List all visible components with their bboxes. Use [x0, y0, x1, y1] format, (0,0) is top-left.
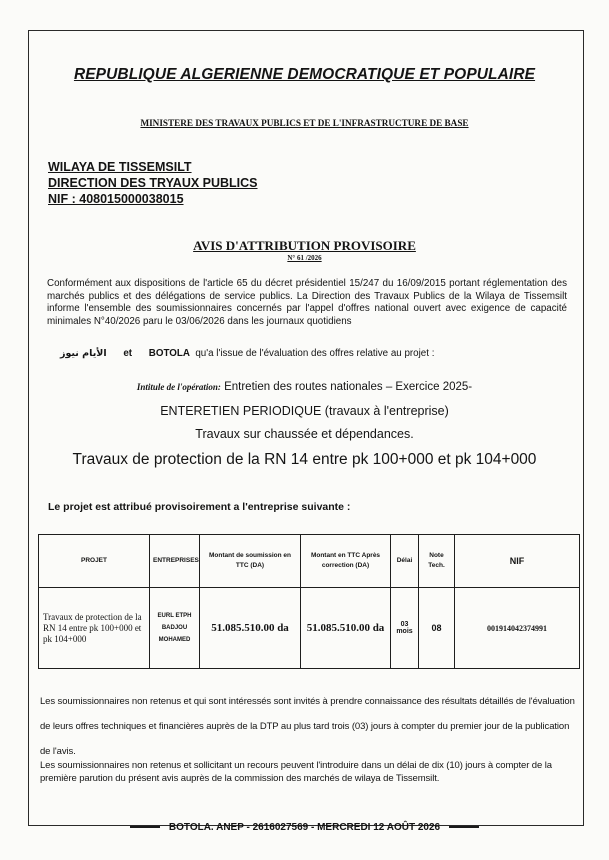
operation-subtitle: ENTERETIEN PERIODIQUE (travaux à l'entreprise) — [160, 404, 449, 418]
operation-scope: Travaux sur chaussée et dépendances. — [195, 427, 414, 441]
evaluation-text: qu'a l'issue de l'évaluation des offres relative au projet : — [195, 348, 435, 359]
operation-label: Intitule de l'opération: — [136, 382, 221, 392]
notice-title: AVIS D'ATTRIBUTION PROVISOIRE — [193, 238, 416, 253]
wilaya-line: WILAYA DE TISSEMSILT — [48, 160, 192, 174]
notice-paragraph: Conformément aux dispositions de l'article 65 du décret présidentiel 15/247 du 16/09/2015 portant réglementation des marchés publics et des délégations de service publics. La Direction des Travaux Publics de la Wilaya de Tissemsilt informe l'ensemble des soumissionnaires concernés par l'appel d'offres national ouvert avec exigence de capacité minimales N°40/2026 paru le 03/06/2026 dans les journaux quotidiens — [47, 278, 567, 327]
cell-nif: 001914042374991 — [455, 588, 580, 669]
cell-entreprise: EURL ETPH BADJOU MOHAMED — [150, 588, 200, 669]
republic-heading: REPUBLIQUE ALGERIENNE DEMOCRATIQUE ET POPULAIRE — [73, 66, 536, 83]
header-montant-soumission: Montant de soumission en TTC (DA) — [200, 535, 301, 588]
header-entreprises: ENTREPRISES — [150, 535, 200, 588]
conjunction: et — [123, 348, 133, 359]
operation-project: Travaux de protection de la RN 14 entre pk 100+000 et pk 104+000 — [72, 451, 537, 468]
cell-delai: 03 mois — [391, 588, 419, 669]
header-nif: NIF — [455, 535, 580, 588]
attribution-line: Le projet est attribué provisoirement a l'entreprise suivante : — [48, 501, 351, 513]
results-table — [38, 534, 580, 669]
newspapers-line — [60, 348, 434, 359]
publication-footer — [0, 822, 609, 833]
newspaper-arabic: الأيام نيوز — [60, 348, 107, 359]
header-delai: Délai — [391, 535, 419, 588]
table-header-row — [39, 535, 580, 588]
header-montant-correction: Montant en TTC Après correction (DA) — [301, 535, 391, 588]
footer-text: BOTOLA. ANEP - 2616027569 - MERCREDI 12 AOÛT 2026 — [168, 822, 441, 833]
header-note: Note Tech. — [419, 535, 455, 588]
cell-montant-correction: 51.085.510.00 da — [301, 588, 391, 669]
newspaper-botola: BOTOLA — [148, 348, 190, 359]
note-results: Les soumissionnaires non retenus et qui sont intéressés sont invités à prendre connaissance des résultats détaillés de l'évaluation de leurs offres techniques et financières auprès de la DTP au plus tard trois (03) jours à compter du premier jour de la publication de l'avis. — [40, 696, 575, 757]
operation-line — [0, 381, 609, 393]
cell-projet: Travaux de protection de la RN 14 entre pk 100+000 et pk 104+000 — [39, 588, 150, 669]
cell-montant-soumission: 51.085.510.00 da — [200, 588, 301, 669]
table-row — [39, 588, 580, 669]
operation-title: Entretien des routes nationales – Exercice 2025- — [224, 381, 473, 393]
note-appeal: Les soumissionnaires non retenus et sollicitant un recours peuvent l'introduire dans un délai de dix (10) jours à compter de la première parution du présent avis auprès de la commission des marchés de wilaya de Tissemsilt. — [40, 760, 552, 784]
nif-line: NIF : 408015000038015 — [48, 192, 184, 206]
footer-dash-right — [449, 826, 479, 828]
ministry-heading: MINISTERE DES TRAVAUX PUBLICS ET DE L'INFRASTRUCTURE DE BASE — [140, 118, 469, 128]
direction-line: DIRECTION DES TRYAUX PUBLICS — [48, 176, 258, 190]
header-projet: PROJET — [39, 535, 150, 588]
cell-note: 08 — [419, 588, 455, 669]
notice-number: N° 61 /2026 — [287, 254, 322, 262]
footer-dash-left — [130, 826, 160, 828]
